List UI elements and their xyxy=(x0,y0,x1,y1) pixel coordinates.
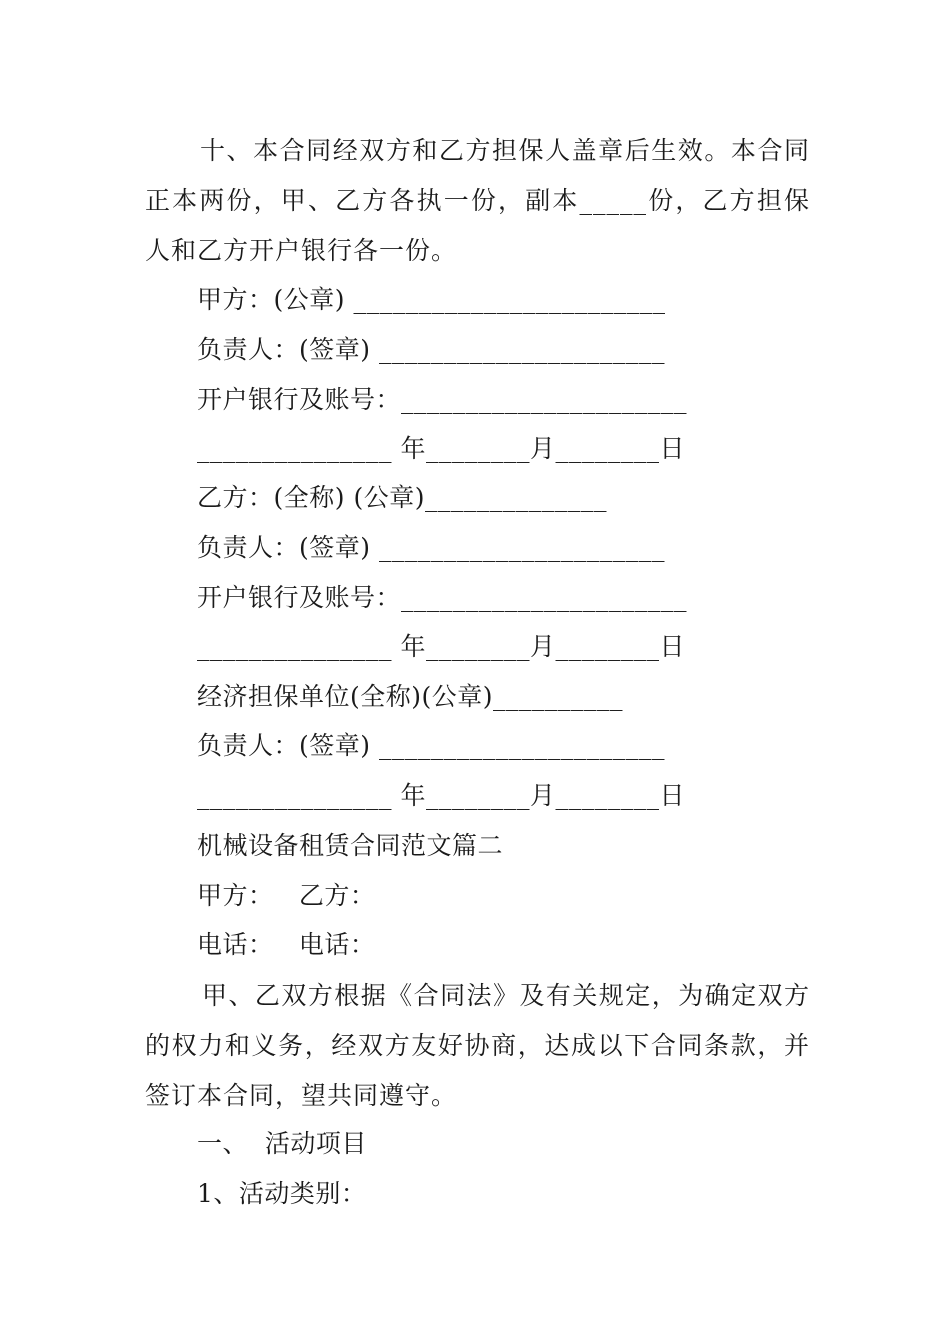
intro-paragraph: 甲、乙双方根据《合同法》及有关规定，为确定双方的权力和义务，经双方友好协商，达成以下合同条款，并签订本合同，望共同遵守。 xyxy=(145,981,810,1110)
party-b-person-line: 负责人：(签章) ______________________ xyxy=(197,533,665,562)
party-a-date-line: _______________ 年________月________日 xyxy=(197,434,685,463)
party-b-date-line: _______________ 年________月________日 xyxy=(197,632,685,661)
guarantor-person-line: 负责人：(签章) ______________________ xyxy=(197,731,665,760)
guarantor-seal-line: 经济担保单位(全称)(公章)__________ xyxy=(197,682,624,711)
phones-line: 电话： 电话： xyxy=(197,930,376,959)
party-a-seal-line: 甲方：(公章) ________________________ xyxy=(197,285,666,314)
item-1-line: 1、活动类别： xyxy=(197,1179,367,1208)
party-a-bank-line: 开户银行及账号：______________________ xyxy=(197,385,688,414)
party-b-bank-line: 开户银行及账号：______________________ xyxy=(197,583,688,612)
guarantor-date-line: _______________ 年________月________日 xyxy=(197,781,685,810)
parties-line: 甲方： 乙方： xyxy=(197,881,376,910)
party-b-seal-line: 乙方：(全称) (公章)______________ xyxy=(197,483,607,512)
section-1-title: 一、 活动项目 xyxy=(197,1129,367,1158)
clause-10-paragraph: 十、本合同经双方和乙方担保人盖章后生效。本合同正本两份，甲、乙方各执一份，副本_____份，乙方担保人和乙方开户银行各一份。 xyxy=(145,136,810,265)
party-a-person-line: 负责人：(签章) ______________________ xyxy=(197,335,665,364)
section-heading: 机械设备租赁合同范文篇二 xyxy=(197,831,504,860)
